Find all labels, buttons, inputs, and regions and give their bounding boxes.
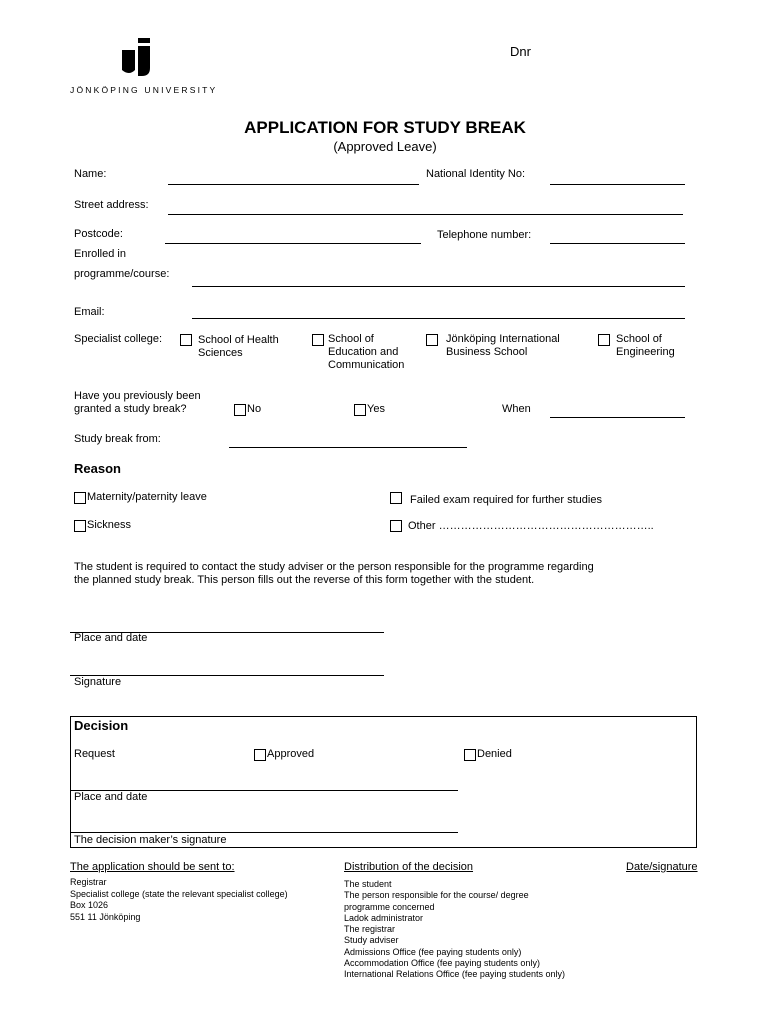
- send-to-list: [70, 877, 288, 923]
- place-date-label: Place and date: [74, 632, 148, 644]
- failed-exam-label: Failed exam required for further studies: [410, 494, 602, 506]
- distribution-line: The person responsible for the course/ degree: [344, 890, 529, 901]
- maternity-label: Maternity/paternity leave: [87, 491, 207, 503]
- decision-heading: Decision: [74, 718, 129, 733]
- decision-signature-label: The decision maker’s signature: [74, 834, 227, 846]
- prev-break-no-checkbox[interactable]: [234, 404, 246, 416]
- telephone-label: Telephone number:: [437, 229, 532, 241]
- distribution-line: The student: [344, 879, 392, 889]
- break-from-label: Study break from:: [74, 433, 161, 445]
- break-from-field[interactable]: [229, 447, 467, 448]
- date-signature-heading: Date/signature: [626, 861, 698, 873]
- send-to-line: Registrar: [70, 877, 107, 887]
- distribution-heading: Distribution of the decision: [344, 861, 474, 873]
- decision-signature-line[interactable]: [70, 832, 458, 833]
- decision-place-date-label: Place and date: [74, 791, 148, 803]
- email-label: Email:: [74, 306, 105, 318]
- when-label: When: [502, 403, 531, 415]
- denied-label: Denied: [477, 748, 512, 760]
- page-title: APPLICATION FOR STUDY BREAK: [244, 118, 526, 137]
- enrolled-label-2: programme/course:: [74, 268, 170, 280]
- distribution-line: Accommodation Office (fee paying students only): [344, 958, 540, 969]
- decision-box: [70, 716, 697, 848]
- college-business-label: Jönköping International Business School: [446, 333, 560, 358]
- distribution-line: International Relations Office (fee paying students only): [344, 969, 565, 980]
- other-checkbox[interactable]: [390, 520, 402, 532]
- approved-label: Approved: [267, 748, 315, 760]
- postcode-label: Postcode:: [74, 228, 123, 240]
- email-field[interactable]: [192, 318, 685, 319]
- college-education-checkbox[interactable]: [312, 334, 324, 346]
- distribution-line: programme concerned: [344, 901, 435, 912]
- street-field[interactable]: [168, 214, 683, 215]
- maternity-checkbox[interactable]: [74, 492, 86, 504]
- sickness-label: Sickness: [87, 519, 132, 531]
- prev-break-yes-label: Yes: [367, 403, 385, 415]
- national-id-label: National Identity No:: [426, 168, 526, 180]
- college-engineering-label: School of Engineering: [616, 333, 675, 358]
- denied-checkbox[interactable]: [464, 749, 476, 761]
- logo-text: JÖNKÖPING UNIVERSITY: [70, 85, 218, 95]
- distribution-list: [344, 879, 565, 981]
- name-field[interactable]: [168, 184, 419, 185]
- college-health-label: School of Health Sciences: [198, 334, 279, 359]
- prev-break-no-label: No: [247, 403, 262, 415]
- request-label: Request: [74, 748, 115, 760]
- college-business-checkbox[interactable]: [426, 334, 438, 346]
- dnr-label: Dnr: [510, 44, 531, 59]
- distribution-line: Study adviser: [344, 935, 399, 946]
- distribution-line: Admissions Office (fee paying students only): [344, 946, 522, 957]
- logo-emblem-icon: [118, 38, 158, 76]
- approved-checkbox[interactable]: [254, 749, 266, 761]
- prev-break-label-2: granted a study break?: [74, 403, 187, 415]
- failed-exam-checkbox[interactable]: [390, 492, 402, 504]
- name-label: Name:: [74, 168, 107, 180]
- send-to-heading: The application should be sent to:: [70, 861, 235, 873]
- send-to-line: 551 11 Jönköping: [70, 911, 141, 922]
- college-engineering-checkbox[interactable]: [598, 334, 610, 346]
- specialist-college-label: Specialist college:: [74, 333, 163, 345]
- send-to-line: Specialist college (state the relevant specialist college): [70, 888, 288, 899]
- distribution-line: The registrar: [344, 924, 396, 935]
- street-label: Street address:: [74, 199, 149, 211]
- reason-heading: Reason: [74, 461, 121, 476]
- page-subtitle: (Approved Leave): [333, 139, 437, 154]
- college-education-label: School of Education and Communication: [328, 333, 405, 371]
- distribution-line: Ladok administrator: [344, 912, 424, 923]
- notice-line-1: The student is required to contact the study adviser or the person responsible for the programme regarding: [74, 561, 594, 573]
- notice-line-2: the planned study break. This person fills out the reverse of this form together with the student.: [74, 574, 535, 586]
- prev-break-yes-checkbox[interactable]: [354, 404, 366, 416]
- telephone-field[interactable]: [550, 243, 685, 244]
- enrolled-label-1: Enrolled in: [74, 248, 126, 260]
- national-id-field[interactable]: [550, 184, 685, 185]
- sickness-checkbox[interactable]: [74, 520, 86, 532]
- prev-break-label-1: Have you previously been: [74, 390, 201, 402]
- other-label: Other …………………………………………………..: [408, 520, 654, 532]
- send-to-line: Box 1026: [70, 900, 109, 910]
- college-health-checkbox[interactable]: [180, 334, 192, 346]
- when-field[interactable]: [550, 417, 685, 418]
- signature-label: Signature: [74, 676, 122, 688]
- enrolled-field[interactable]: [192, 286, 685, 287]
- postcode-field[interactable]: [165, 243, 421, 244]
